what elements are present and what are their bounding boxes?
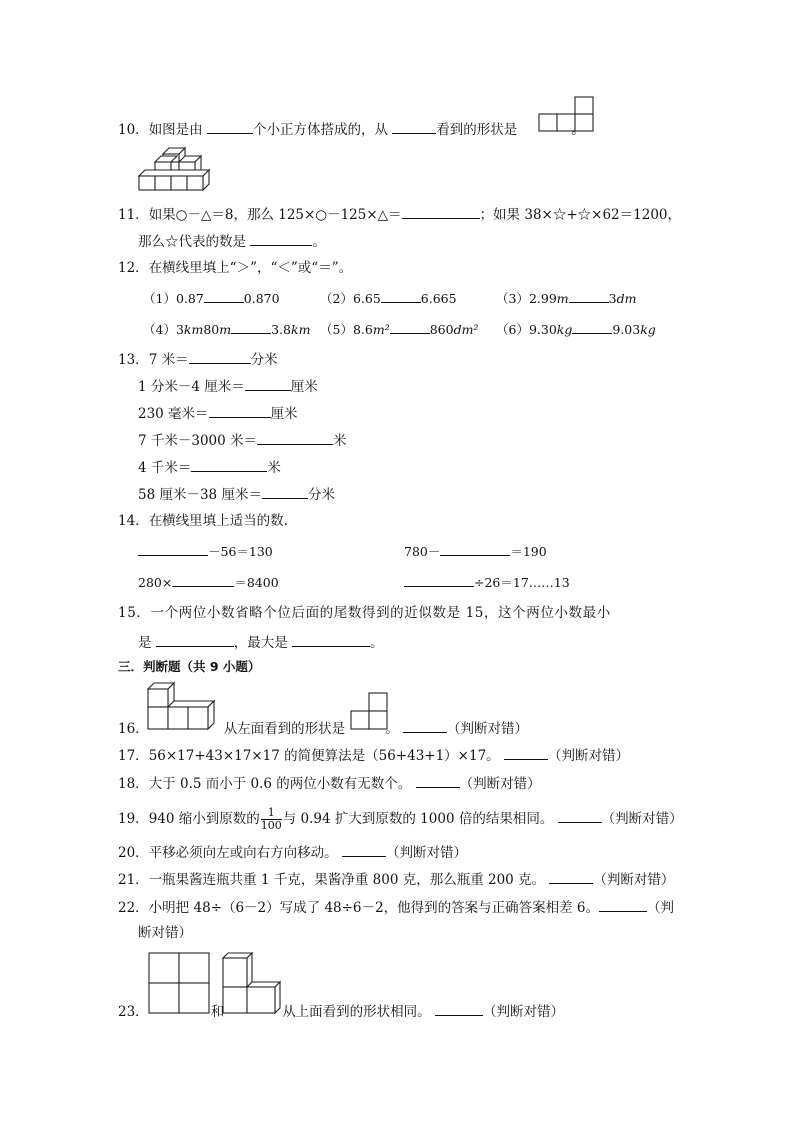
q21-line: 21．一瓶果酱连瓶共重 1 千克，果酱净重 800 克，那么瓶重 200 克。 （判断对错） [118, 872, 675, 888]
q12-text: 在横线里填上“＞”，“＜”或“＝”。 [148, 260, 353, 276]
q15-blank-1[interactable] [156, 633, 234, 647]
q11-number: 11． [118, 207, 149, 223]
q12-blank-6[interactable] [572, 320, 612, 334]
q23-answer-blank[interactable] [435, 1002, 483, 1016]
q14-eq-4: ÷26＝17……13 [404, 573, 570, 592]
q14-blank-1[interactable] [138, 542, 208, 556]
q11-text-c: 那么☆代表的数是 [138, 234, 246, 250]
q12-item-5: （5）8.6m² 860dm² [320, 322, 479, 337]
q10-blank-2[interactable] [392, 120, 436, 134]
q14-blank-2[interactable] [440, 542, 510, 556]
q21-answer-blank[interactable] [549, 870, 593, 884]
q13-row-2: 1 分米－4 厘米＝ 厘米 [138, 379, 318, 395]
q13-row-1: 13．7 米＝ 分米 [118, 352, 278, 368]
q11-text-a: 如果○－△＝8，那么 125×○－125×△＝ [148, 207, 402, 223]
q12-number: 12． [118, 260, 149, 276]
q14-eq-2: 780－ ＝190 [404, 544, 547, 559]
q10-text-c: 看到的形状是 [436, 122, 518, 138]
q10-text-a: 如图是由 [148, 122, 203, 138]
q12-blank-3[interactable] [569, 289, 609, 303]
q10-cube-figure [137, 146, 213, 194]
section-3-title: 三．判断题（共 9 小题） [118, 659, 261, 674]
q12-line [118, 259, 352, 277]
q12-item-1: （1）0.87 0.870 [143, 291, 280, 306]
q19-fraction: $\frac{1}{100}$ [260, 806, 282, 832]
q13-row-6: 58 厘米－38 厘米＝ 分米 [138, 487, 335, 503]
q22-line-2: 断对错） [138, 925, 192, 941]
q19-line: 19．940 缩小到原数的 $\frac{1}{100}$ 与 0.94 扩大到原数的 1000 倍的结果相同。 （判断对错） [118, 806, 683, 832]
q10-text-b: 个小正方体搭成的，从 [252, 122, 388, 138]
q10-view-figure [539, 96, 595, 134]
q10-blank-1[interactable] [207, 120, 253, 134]
q12-blank-1[interactable] [204, 289, 244, 303]
q11-blank-1[interactable] [402, 205, 480, 219]
q13-row-4: 7 千米－3000 米＝ 米 [138, 433, 347, 449]
q14-line: 14．在横线里填上适当的数. [118, 513, 288, 529]
q17-line: 17．56×17+43×17×17 的简便算法是（56+43+1）×17。 （判断对错） [118, 748, 629, 764]
q13-blank-4[interactable] [257, 431, 333, 445]
q18-line: 18．大于 0.5 而小于 0.6 的两位小数有无数个。 （判断对错） [118, 776, 541, 792]
q13-blank-2[interactable] [245, 377, 291, 391]
q16-line: 16． 从左面看到的形状是 。 （判断对错） [118, 721, 528, 737]
q12-blank-4[interactable] [231, 320, 271, 334]
q12-item-4: （4）3km80m 3.8km [143, 322, 311, 337]
q15-line-1: 15．一个两位小数省略个位后面的尾数得到的近似数是 15，这个两位小数最小 [118, 605, 611, 621]
q15-blank-2[interactable] [292, 633, 370, 647]
q14-blank-4[interactable] [404, 573, 474, 587]
q13-row-5: 4 千米＝ 米 [138, 460, 281, 476]
q16-answer-blank[interactable] [403, 719, 447, 733]
q11-blank-2[interactable] [250, 232, 312, 246]
q22-line-1: 22．小明把 48÷（6－2）写成了 48÷6－2，他得到的答案与正确答案相差 6。 （判 [118, 900, 674, 916]
q11-line-1 [118, 205, 681, 224]
q10-number: 10． [118, 122, 149, 138]
q14-eq-3: 280× ＝8400 [138, 575, 279, 590]
q12-blank-2[interactable] [381, 289, 421, 303]
q12-blank-5[interactable] [390, 320, 430, 334]
q11-text-d: 。 [312, 234, 326, 250]
q13-row-3: 230 毫米＝ 厘米 [138, 406, 298, 422]
q18-answer-blank[interactable] [416, 774, 460, 788]
q12-item-6: （6）9.30kg 9.03kg [496, 322, 656, 337]
q12-item-2: （2）6.65 6.665 [320, 291, 457, 306]
q10-line [118, 120, 585, 139]
q11-text-b: ；如果 38×☆+☆×62＝1200， [479, 207, 682, 223]
q14-eq-1: －56＝130 [138, 542, 273, 561]
q23-line: 23． 和 从上面看到的形状相同。 （判断对错） [118, 1004, 564, 1020]
q17-answer-blank[interactable] [504, 746, 548, 760]
q12-item-3: （3）2.99m 3dm [496, 291, 637, 306]
q13-blank-3[interactable] [209, 404, 271, 418]
q22-answer-blank[interactable] [599, 898, 647, 912]
q20-line: 20．平移必须向左或向右方向移动。 （判断对错） [118, 845, 467, 861]
q15-line-2: 是 ，最大是 。 [138, 635, 384, 651]
q13-blank-1[interactable] [189, 350, 251, 364]
q11-line-2 [138, 232, 326, 251]
q20-answer-blank[interactable] [342, 843, 386, 857]
q13-blank-5[interactable] [191, 458, 267, 472]
q19-answer-blank[interactable] [558, 809, 602, 823]
q13-blank-6[interactable] [262, 485, 308, 499]
q14-blank-3[interactable] [172, 573, 234, 587]
